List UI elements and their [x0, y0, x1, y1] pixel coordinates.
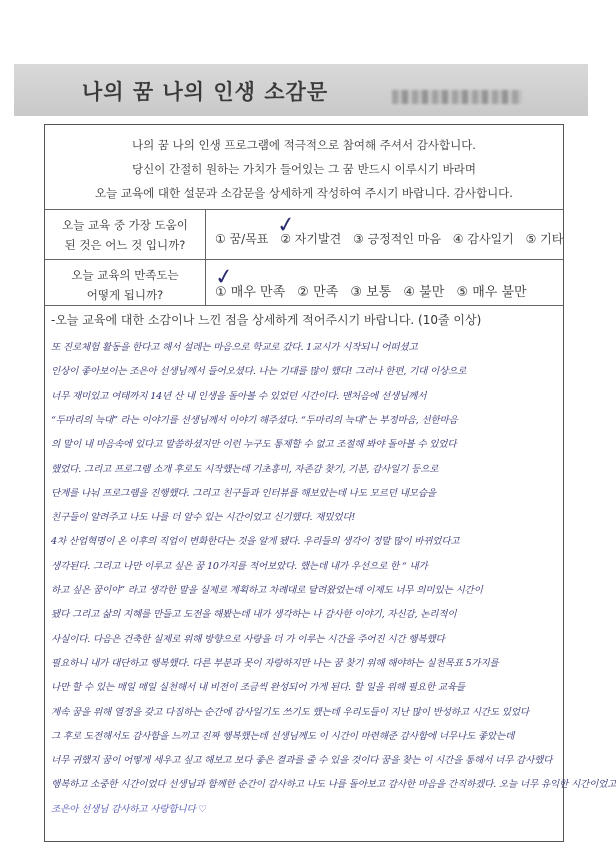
handwritten-line: 했었다. 그리고 프로그램 소개 후로도 시작했는데 기초흥미, 자존감 찾기, 기분, 감사일기 등으로 — [51, 463, 439, 475]
handwritten-line: 필요하니 내가 대단하고 행복했다. 다른 부분과 못이 자랑하지만 나는 꿈 찾기 위해 해야하는 실천목표 5가지를 — [51, 657, 499, 669]
q2-option-1[interactable]: ① 매우 만족 — [215, 285, 286, 300]
q2-check-mark-icon: ✓ — [213, 263, 236, 292]
q1-option-3[interactable]: ③ 긍정적인 마음 — [353, 232, 441, 246]
handwritten-line: 하고 싶은 꿈이야” 라고 생각한 말을 실제로 계획하고 차례대로 달려왔었는데 이제도 너무 의미있는 시간이 — [51, 585, 483, 596]
handwritten-line: 생각된다. 그리고 나만 이루고 싶은 꿈 10가지를 적어보았다. 했는데 내가 우선으로 한 “ 내가 — [51, 560, 428, 572]
q1-options — [215, 230, 571, 247]
essay-prompt: -오늘 교육에 대한 소감이나 느낀 점을 상세하게 적어주시기 바랍니다. (10줄 이상) — [51, 313, 482, 327]
intro-line-2: 당신이 간절히 원하는 가치가 들어있는 그 꿈 반드시 이루시기 바라며 — [132, 162, 476, 176]
divider — [45, 209, 563, 210]
q2-label-line2: 어떻게 됩니까? — [86, 288, 164, 302]
q1-check-mark-icon: ✓ — [275, 211, 298, 240]
q1-label — [45, 215, 205, 255]
q1-divider — [205, 209, 206, 259]
q2-option-4[interactable]: ④ 불만 — [403, 285, 445, 300]
handwritten-line: 4차 산업혁명이 온 이후의 직업이 변화한다는 것을 알게 됐다. 우리들의 생각이 정말 많이 바뀌었다고 — [51, 536, 460, 548]
handwritten-line: 너무 재미있고 여태까지 14년 산 내 인생을 돌아볼 수 있었던 시간이다. 맨처음에 선생님께서 — [51, 390, 427, 402]
handwritten-line: 행복하고 소중한 시간이었다 선생님과 함께한 순간이 감사하고 나도 나를 돌아보고 감사한 마음을 간직하겠다. 오늘 너무 유익한 시간이었고 — [51, 779, 616, 791]
q1-label-line2: 된 것은 어느 것 입니까? — [64, 238, 186, 252]
handwritten-line: 친구들이 알려주고 나도 나를 더 알수 있는 시간이었고 신기했다. 재밌었다! — [51, 512, 356, 524]
handwritten-line: 사실이다. 다음은 건축한 실제로 위해 방향으로 사랑을 더 가 이루는 시간을 주어진 시간 행복했다 — [51, 633, 445, 645]
q2-option-5[interactable]: ⑤ 매우 불만 — [456, 285, 527, 300]
handwritten-line: 의 말이 내 마음속에 있다고 말씀하셨지만 이런 누구도 통제할 수 없고 조절해 봐야 돌아볼 수 있었다 — [51, 439, 457, 451]
handwritten-line: 그 후로 도전해서도 감사함을 느끼고 진짜 행복했는데 선생님께도 이 시간이 마련해준 감사함에 너무나도 좋았는데 — [51, 730, 515, 742]
handwritten-line: 조은아 선생님 감사하고 사랑합니다 ♡ — [51, 803, 207, 815]
divider — [45, 305, 563, 306]
q2-label-line1: 오늘 교육의 만족도는 — [71, 268, 179, 282]
q2-option-3[interactable]: ③ 보통 — [350, 285, 392, 300]
handwritten-line: “두마리의 늑대” 라는 이야기를 선생님께서 이야기 해주셨다. “두마리의 늑대”는 부정마음, 선한마음 — [51, 414, 458, 426]
handwritten-line: 인상이 좋아보이는 조은아 선생님께서 들어오셨다. 나는 기대를 많이 했다! 그러나 한편, 기대 이상으로 — [51, 366, 467, 378]
page-title: 나의 꿈 나의 인생 소감문 — [82, 80, 329, 104]
q1-option-5[interactable]: ⑤ 기타 — [525, 232, 564, 246]
intro-line-3: 오늘 교육에 대한 설문과 소감문을 상세하게 작성하여 주시기 바랍니다. 감사합니다. — [95, 186, 513, 200]
redacted-name-area — [392, 90, 522, 104]
q1-option-4[interactable]: ④ 감사일기 — [452, 232, 514, 246]
q2-options — [215, 281, 535, 300]
q2-label — [45, 265, 205, 305]
q1-option-1[interactable]: ① 꿈/목표 — [215, 232, 269, 246]
q1-option-2[interactable]: ② 자기발견 — [280, 232, 342, 246]
handwritten-line: 나만 할 수 있는 매일 매일 실천해서 내 비전이 조금씩 완성되어 가게 된다. 할 일을 위해 필요한 교육들 — [51, 682, 465, 694]
handwritten-line: 계속 꿈을 위해 열정을 갖고 다짐하는 순간에 감사일기도 쓰기도 했는데 우리도들이 지난 많이 반성하고 시간도 있었다 — [51, 706, 529, 718]
divider — [45, 259, 563, 260]
q2-divider — [205, 259, 206, 305]
handwritten-line: 단계를 나눠 프로그램을 진행했다. 그리고 친구들과 인터뷰를 해보았는데 나도 모르던 내모습을 — [51, 487, 436, 499]
handwritten-line: 너무 귀했지 꿈이 어떻게 세우고 싶고 해보고 보다 좋은 결과를 줄 수 있을 것이다 꿈을 찾는 이 시간을 통해서 너무 감사했다 — [51, 755, 553, 767]
survey-form — [44, 124, 616, 842]
q1-label-line1: 오늘 교육 중 가장 도움이 — [62, 218, 188, 232]
handwritten-line: 됐다 그리고 삶의 지혜를 만들고 도전을 해봤는데 내가 생각하는 나 감사한 이야기, 자신감, 논리적이 — [51, 609, 457, 621]
handwritten-line: 또 진로체험 활동을 한다고 해서 설레는 마음으로 학교로 갔다. 1교시가 시작되니 어떠셨고 — [51, 342, 418, 353]
intro-line-1: 나의 꿈 나의 인생 프로그램에 적극적으로 참여해 주셔서 감사합니다. — [132, 138, 476, 152]
q2-option-2[interactable]: ② 만족 — [297, 285, 339, 300]
